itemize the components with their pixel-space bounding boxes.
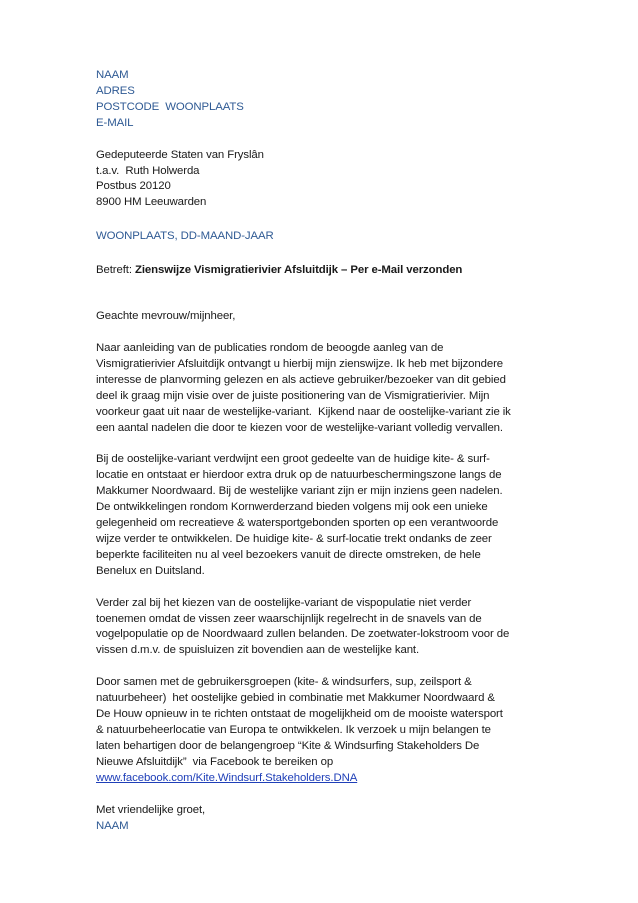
paragraph-line: voorkeur gaat uit naar de westelijke-variant. Kijkend naar de oostelijke-variant zie ik <box>96 405 511 418</box>
paragraph-line: een aantal nadelen die door te kiezen voor de westelijke-variant volledig vervallen. <box>96 421 503 434</box>
sender-block <box>96 68 554 132</box>
paragraph-line: beperkte faciliteiten nu al veel bezoekers vanuit de directe omstreken, de hele <box>96 548 481 561</box>
signature-name: NAAM <box>96 819 129 832</box>
recipient-postcode-city: 8900 HM Leeuwarden <box>96 196 207 209</box>
letter-body <box>96 341 554 787</box>
paragraph-line: Benelux en Duitsland. <box>96 564 205 577</box>
paragraph-line: toenemen omdat de vissen zeer waarschijnlijk regelrecht in de snavels van de <box>96 612 482 625</box>
paragraph-line: deel ik graag mijn visie over de juiste positionering van de Vismigratierivier. Mijn <box>96 389 490 402</box>
sender-address: ADRES <box>96 84 135 97</box>
paragraph-line: wijze verder te ontwikkelen. De huidige kite- & surf-locatie trekt ondanks de zeer <box>96 532 492 545</box>
paragraph-line: Verder zal bij het kiezen van de oostelijke-variant de vispopulatie niet verder <box>96 596 472 609</box>
paragraph-line: Makkumer Noordwaard. Bij de westelijke variant zijn er mijn inziens geen nadelen. <box>96 485 503 498</box>
recipient-block <box>96 148 554 212</box>
body-paragraph-2 <box>96 452 554 579</box>
paragraph-line: Naar aanleiding van de publicaties rondom de beoogde aanleg van de <box>96 341 444 354</box>
paragraph-line: natuurbeheer) het oostelijke gebied in combinatie met Makkumer Noordwaard & <box>96 692 495 705</box>
body-paragraph-3 <box>96 596 554 660</box>
paragraph-line: Door samen met de gebruikersgroepen (kite- & windsurfers, sup, zeilsport & <box>96 676 472 689</box>
recipient-attn: t.a.v. Ruth Holwerda <box>96 164 200 177</box>
paragraph-line: gelegenheid om recreatieve & watersportgebonden sporten op een verantwoorde <box>96 517 499 530</box>
salutation: Geachte mevrouw/mijnheer, <box>96 310 236 323</box>
subject-text: Zienswijze Vismigratierivier Afsluitdijk – Per e-Mail verzonden <box>134 264 463 277</box>
paragraph-line: laten behartigen door de belangengroep “Kite & Windsurfing Stakeholders De <box>96 739 480 752</box>
facebook-link[interactable]: www.facebook.com/Kite.Windsurf.Stakeholders.DNA <box>96 771 358 784</box>
paragraph-line: vogelpopulatie op de Noordwaard zullen belanden. De zoetwater-lokstroom voor de <box>96 628 510 641</box>
body-paragraph-1 <box>96 341 554 436</box>
place-date: WOONPLAATS, DD-MAAND-JAAR <box>96 230 274 243</box>
paragraph-line: De Houw opnieuw in te richten ontstaat de mogelijkheid om de mooiste watersport <box>96 708 503 721</box>
paragraph-line: Nieuwe Afsluitdijk” via Facebook te bereiken op <box>96 755 334 768</box>
paragraph-line: locatie en ontstaat er hierdoor extra druk op de natuurbeschermingszone langs de <box>96 469 502 482</box>
sender-name: NAAM <box>96 69 129 81</box>
subject-line <box>96 263 554 279</box>
sender-email: E-MAIL <box>96 116 134 129</box>
paragraph-line: vissen d.m.v. de spuisluizen zit bovendien aan de westelijke kant. <box>96 644 420 657</box>
recipient-po-box: Postbus 20120 <box>96 180 171 193</box>
paragraph-line: & natuurbeheerlocatie van Europa te ontwikkelen. Ik verzoek u mijn belangen te <box>96 724 491 736</box>
paragraph-line: Vismigratierivier Afsluitdijk ontvangt u hierbij mijn zienswijze. Ik heb met bijzondere <box>96 357 504 370</box>
paragraph-line: interesse de planvorming gelezen en als actieve gebruiker/bezoeker van dit gebied <box>96 373 506 386</box>
recipient-org: Gedeputeerde Staten van Fryslân <box>96 148 264 161</box>
subject-label: Betreft: <box>96 264 135 277</box>
paragraph-line: De ontwikkelingen rondom Kornwerderzand bieden volgens mij ook een unieke <box>96 501 488 514</box>
body-paragraph-4 <box>96 675 554 786</box>
closing: Met vriendelijke groet, <box>96 803 206 816</box>
paragraph-line: Bij de oostelijke-variant verdwijnt een groot gedeelte van de huidige kite- & surf- <box>96 453 490 466</box>
sender-postcode-city: POSTCODE WOONPLAATS <box>96 100 244 113</box>
